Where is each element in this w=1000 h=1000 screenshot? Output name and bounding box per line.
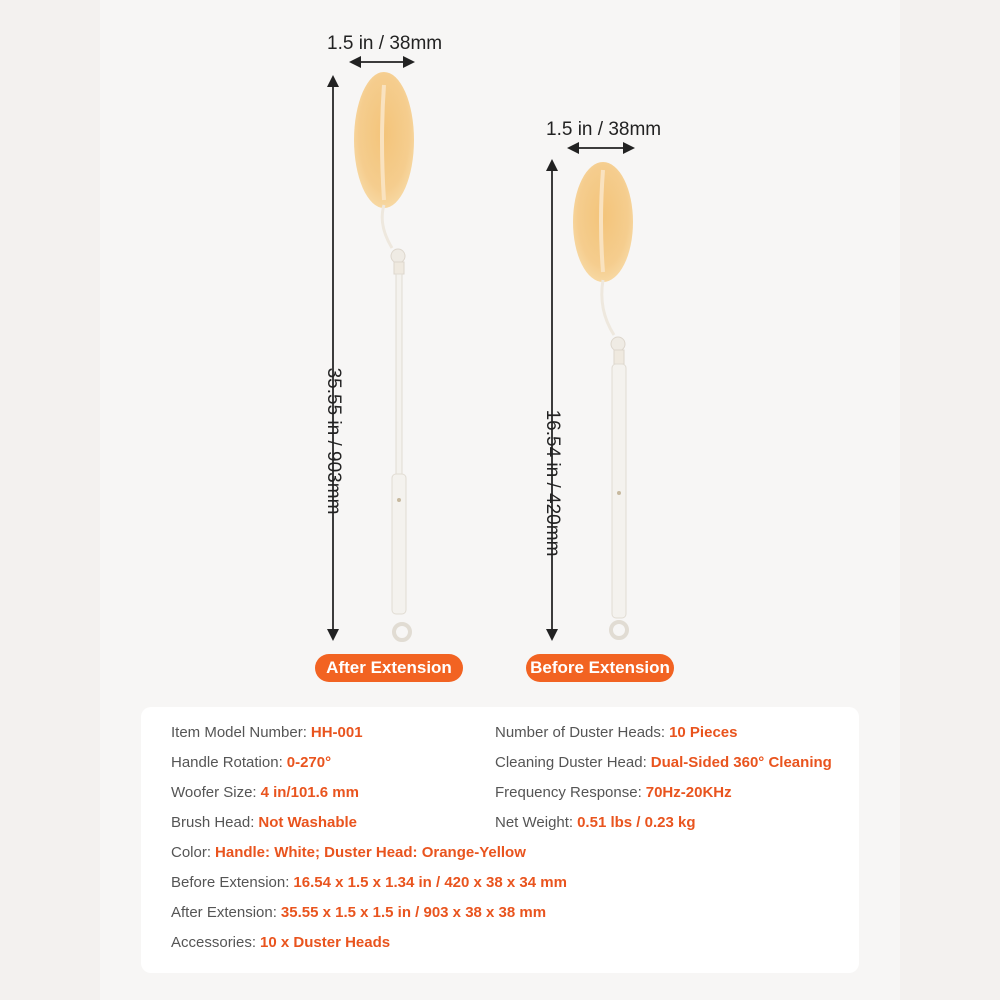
- duster-retracted: [573, 162, 633, 638]
- spec-cleaning-head: Cleaning Duster Head: Dual-Sided 360° Cleaning: [495, 754, 832, 771]
- duster-extended: [354, 72, 414, 640]
- spec-color: Color: Handle: White; Duster Head: Orange-Yellow: [171, 844, 526, 861]
- before-length-label: 16.54 in / 420mm: [542, 409, 563, 557]
- after-width-label: 1.5 in / 38mm: [327, 33, 443, 54]
- spec-accessories: Accessories: 10 x Duster Heads: [171, 934, 391, 951]
- after-length-label: 35.55 in / 903mm: [323, 367, 344, 515]
- before-extension-badge: Before Extension: [526, 654, 674, 682]
- spec-model: Item Model Number: HH-001: [171, 724, 363, 741]
- spec-after-extension: After Extension: 35.55 x 1.5 x 1.5 in / 903 x 38 x 38 mm: [171, 904, 547, 921]
- after-extension-badge: After Extension: [315, 654, 463, 682]
- before-width-label: 1.5 in / 38mm: [546, 119, 662, 140]
- spec-duster-heads: Number of Duster Heads: 10 Pieces: [495, 724, 738, 741]
- spec-net-weight: Net Weight: 0.51 lbs / 0.23 kg: [495, 814, 696, 831]
- spec-frequency: Frequency Response: 70Hz-20KHz: [495, 784, 732, 801]
- spec-handle-rotation: Handle Rotation: 0-270°: [171, 754, 332, 771]
- spec-before-extension: Before Extension: 16.54 x 1.5 x 1.34 in / 420 x 38 x 34 mm: [171, 874, 567, 891]
- spec-card: [141, 707, 859, 973]
- spec-woofer-size: Woofer Size: 4 in/101.6 mm: [171, 784, 359, 801]
- spec-brush-head: Brush Head: Not Washable: [171, 814, 358, 831]
